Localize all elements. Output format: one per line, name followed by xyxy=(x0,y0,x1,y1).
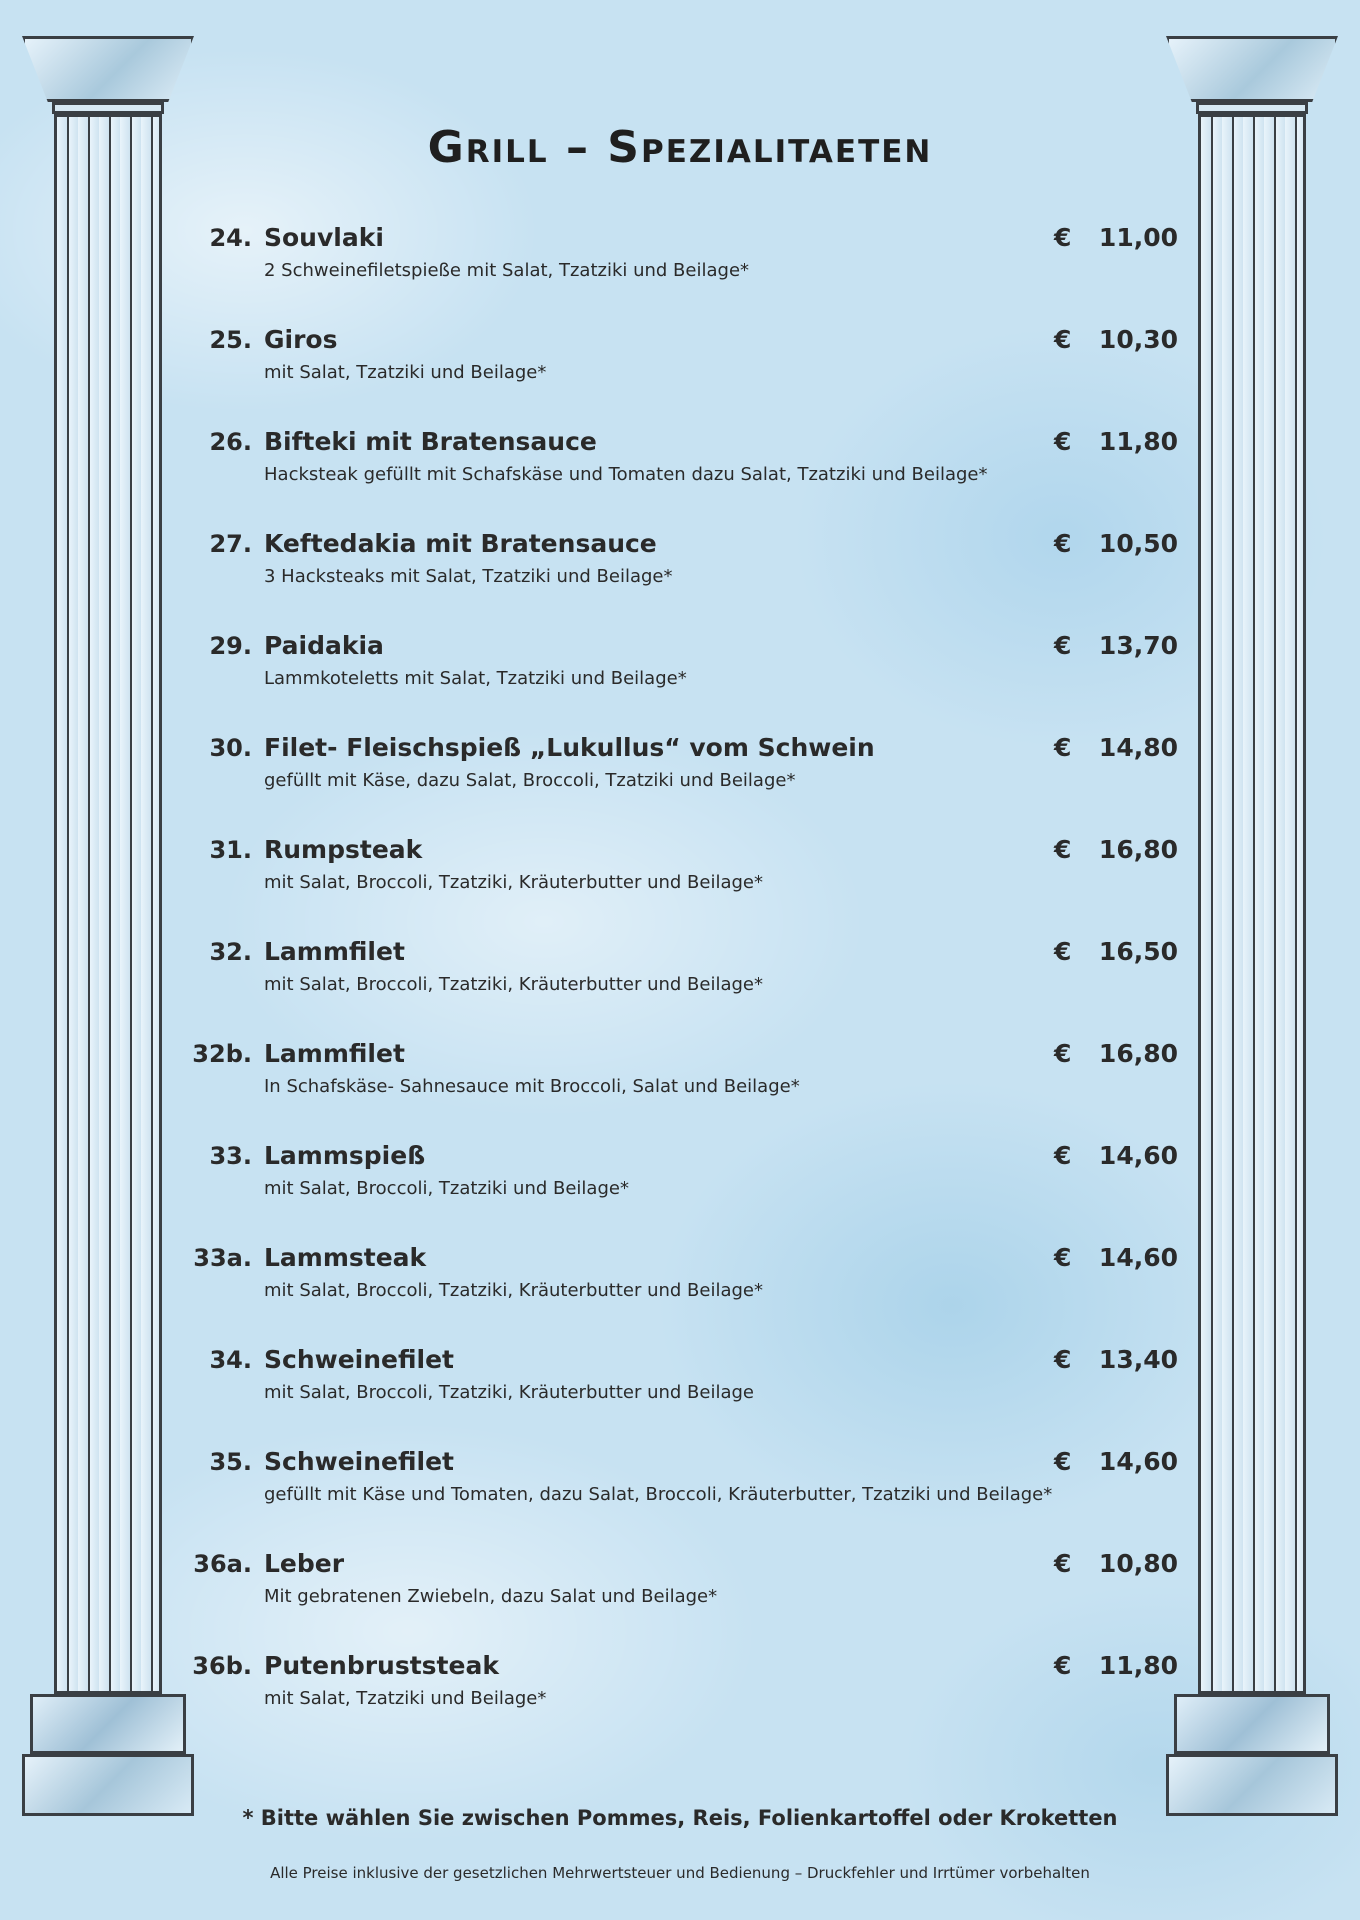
column-neck xyxy=(52,102,164,114)
menu-item-number: 33. xyxy=(209,1142,252,1170)
menu-item xyxy=(174,732,1198,796)
menu-item-number: 30. xyxy=(209,734,252,762)
menu-item-currency: € xyxy=(1054,835,1072,864)
column-capital xyxy=(1166,36,1338,102)
menu-item-description: 2 Schweinefiletspieße mit Salat, Tzatziki und Beilage* xyxy=(264,260,750,281)
column-shaft xyxy=(1198,114,1306,1694)
menu-item-description: mit Salat, Broccoli, Tzatziki, Kräuterbutter und Beilage* xyxy=(264,974,764,995)
menu-item-number: 27. xyxy=(209,530,252,558)
menu-item-currency: € xyxy=(1054,529,1072,558)
menu-item-name: Filet- Fleischspieß „Lukullus“ vom Schwein xyxy=(264,733,875,762)
menu-item-price: 10,80 xyxy=(1098,1549,1178,1578)
menu-item xyxy=(174,936,1198,1000)
menu-item-price: 13,70 xyxy=(1098,631,1178,660)
menu-item-currency: € xyxy=(1054,1447,1072,1476)
menu-item xyxy=(174,1242,1198,1306)
menu-item xyxy=(174,426,1198,490)
legal-notice: Alle Preise inklusive der gesetzlichen Mehrwertsteuer und Bedienung – Druckfehler und Irrtümer vorbehalten xyxy=(270,1864,1090,1882)
menu-item xyxy=(174,222,1198,286)
menu-item-description: mit Salat, Tzatziki und Beilage* xyxy=(264,1688,547,1709)
menu-item xyxy=(174,1344,1198,1408)
menu-item-currency: € xyxy=(1054,937,1072,966)
menu-item-name: Putenbruststeak xyxy=(264,1651,499,1680)
menu-item xyxy=(174,324,1198,388)
menu-item-price: 14,60 xyxy=(1098,1243,1178,1272)
menu-item-price: 14,60 xyxy=(1098,1141,1178,1170)
menu-item-number: 32. xyxy=(209,938,252,966)
menu-item-description: In Schafskäse- Sahnesauce mit Broccoli, Salat und Beilage* xyxy=(264,1076,800,1097)
column-base-upper xyxy=(30,1694,186,1754)
menu-item-name: Paidakia xyxy=(264,631,384,660)
menu-item-description: mit Salat, Broccoli, Tzatziki, Kräuterbutter und Beilage* xyxy=(264,1280,764,1301)
menu-item-price: 11,80 xyxy=(1098,1651,1178,1680)
menu-item xyxy=(174,630,1198,694)
menu-item-currency: € xyxy=(1054,1243,1072,1272)
menu-item-description: Hacksteak gefüllt mit Schafskäse und Tomaten dazu Salat, Tzatziki und Beilage* xyxy=(264,464,988,485)
side-dish-footnote: * Bitte wählen Sie zwischen Pommes, Reis, Folienkartoffel oder Kroketten xyxy=(242,1806,1118,1830)
menu-item-currency: € xyxy=(1054,1549,1072,1578)
menu-item-name: Lammspieß xyxy=(264,1141,426,1170)
menu-item-currency: € xyxy=(1054,427,1072,456)
menu-item-number: 26. xyxy=(209,428,252,456)
menu-item-description: gefüllt mit Käse und Tomaten, dazu Salat, Broccoli, Kräuterbutter, Tzatziki und Beilage* xyxy=(264,1484,1053,1505)
menu-item-price: 11,80 xyxy=(1098,427,1178,456)
menu-item-name: Schweinefilet xyxy=(264,1447,455,1476)
menu-list xyxy=(174,222,1198,1752)
menu-item xyxy=(174,834,1198,898)
menu-item-currency: € xyxy=(1054,325,1072,354)
menu-item-price: 13,40 xyxy=(1098,1345,1178,1374)
menu-item xyxy=(174,1650,1198,1714)
menu-item-number: 32b. xyxy=(192,1040,252,1068)
menu-item xyxy=(174,1548,1198,1612)
menu-item-name: Souvlaki xyxy=(264,223,384,252)
menu-item-description: Mit gebratenen Zwiebeln, dazu Salat und Beilage* xyxy=(264,1586,718,1607)
column-shaft xyxy=(54,114,162,1694)
column-neck xyxy=(1196,102,1308,114)
menu-item-description: mit Salat, Broccoli, Tzatziki und Beilage* xyxy=(264,1178,629,1199)
menu-item-name: Leber xyxy=(264,1549,345,1578)
menu-item-number: 34. xyxy=(209,1346,252,1374)
menu-item-description: 3 Hacksteaks mit Salat, Tzatziki und Beilage* xyxy=(264,566,673,587)
menu-item-number: 24. xyxy=(209,224,252,252)
menu-item-name: Bifteki mit Bratensauce xyxy=(264,427,597,456)
menu-item xyxy=(174,1446,1198,1510)
menu-item-currency: € xyxy=(1054,1141,1072,1170)
menu-item-name: Schweinefilet xyxy=(264,1345,455,1374)
menu-item-currency: € xyxy=(1054,1345,1072,1374)
menu-item-currency: € xyxy=(1054,631,1072,660)
menu-item-currency: € xyxy=(1054,1039,1072,1068)
menu-item-name: Keftedakia mit Bratensauce xyxy=(264,529,657,558)
menu-item-name: Lammsteak xyxy=(264,1243,427,1272)
menu-item-description: mit Salat, Broccoli, Tzatziki, Kräuterbutter und Beilage* xyxy=(264,872,764,893)
menu-item-description: gefüllt mit Käse, dazu Salat, Broccoli, Tzatziki und Beilage* xyxy=(264,770,796,791)
menu-item xyxy=(174,528,1198,592)
menu-item-number: 29. xyxy=(209,632,252,660)
menu-item-price: 16,50 xyxy=(1098,937,1178,966)
menu-item xyxy=(174,1140,1198,1204)
menu-item-name: Rumpsteak xyxy=(264,835,423,864)
menu-item-description: mit Salat, Tzatziki und Beilage* xyxy=(264,362,547,383)
menu-item-description: mit Salat, Broccoli, Tzatziki, Kräuterbutter und Beilage xyxy=(264,1382,755,1403)
menu-item-number: 31. xyxy=(209,836,252,864)
menu-item-price: 16,80 xyxy=(1098,835,1178,864)
page-title: Grill – Spezialitaeten xyxy=(427,122,933,173)
menu-item-currency: € xyxy=(1054,1651,1072,1680)
menu-item-number: 36b. xyxy=(192,1652,252,1680)
menu-item-price: 14,60 xyxy=(1098,1447,1178,1476)
column-capital xyxy=(22,36,194,102)
menu-item-price: 14,80 xyxy=(1098,733,1178,762)
menu-item-currency: € xyxy=(1054,223,1072,252)
menu-item-name: Lammfilet xyxy=(264,937,405,966)
menu-item xyxy=(174,1038,1198,1102)
menu-item-description: Lammkoteletts mit Salat, Tzatziki und Beilage* xyxy=(264,668,687,689)
menu-item-number: 25. xyxy=(209,326,252,354)
menu-item-currency: € xyxy=(1054,733,1072,762)
left-column-decoration xyxy=(22,36,194,1888)
menu-item-number: 33a. xyxy=(193,1244,252,1272)
menu-item-name: Lammfilet xyxy=(264,1039,405,1068)
menu-item-price: 10,50 xyxy=(1098,529,1178,558)
menu-item-price: 16,80 xyxy=(1098,1039,1178,1068)
menu-item-number: 35. xyxy=(209,1448,252,1476)
menu-item-number: 36a. xyxy=(193,1550,252,1578)
menu-item-price: 11,00 xyxy=(1098,223,1178,252)
menu-item-price: 10,30 xyxy=(1098,325,1178,354)
menu-item-name: Giros xyxy=(264,325,338,354)
